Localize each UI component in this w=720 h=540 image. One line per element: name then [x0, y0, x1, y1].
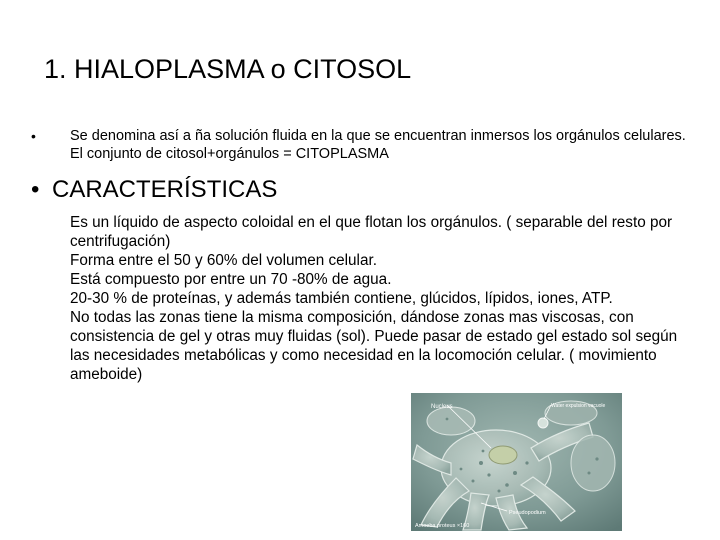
intro-text: Se denomina así a ña solución fluida en la que se encuentran inmersos los orgánulos celulares. El conjunto de citosol+orgánulos = CITOPLASMA	[70, 128, 686, 162]
characteristic-paragraph: Forma entre el 50 y 60% del volumen celular.	[70, 252, 377, 269]
amoeba-micrograph	[411, 393, 622, 531]
nucleus-label: Nucleus	[431, 404, 453, 410]
slide-title: 1. HIALOPLASMA o CITOSOL	[44, 54, 412, 84]
bullet-icon: •	[31, 176, 40, 203]
photo-credit: Amoeba proteus ×160	[415, 523, 470, 529]
characteristic-paragraph: Es un líquido de aspecto coloidal en el que flotan los orgánulos. ( separable del resto por centrifugación)	[70, 214, 673, 250]
bullet-icon: •	[31, 128, 36, 144]
pseudopodium-label: Pseudopodium	[509, 510, 546, 516]
characteristic-paragraph: No todas las zonas tiene la misma composición, dándose zonas mas viscosas, con consistencia de gel y otras muy fluidas (sol). Puede pasar de estado gel estado sol según las necesidades metabólicas y como necesidad en la locomoción celular. ( movimiento ameboide)	[70, 309, 678, 383]
section-heading-item	[31, 175, 691, 205]
characteristic-paragraph: Está compuesto por entre un 70 -80% de agua.	[70, 271, 392, 288]
intro-bullet-item	[31, 127, 691, 163]
section-heading: CARACTERÍSTICAS	[52, 176, 278, 203]
characteristics-list	[70, 213, 690, 384]
vacuole-label: Water expulsion vacuole	[551, 403, 606, 409]
amoeba-illustration	[411, 393, 622, 531]
characteristic-paragraph: 20-30 % de proteínas, y además también contiene, glúcidos, lípidos, iones, ATP.	[70, 290, 613, 307]
